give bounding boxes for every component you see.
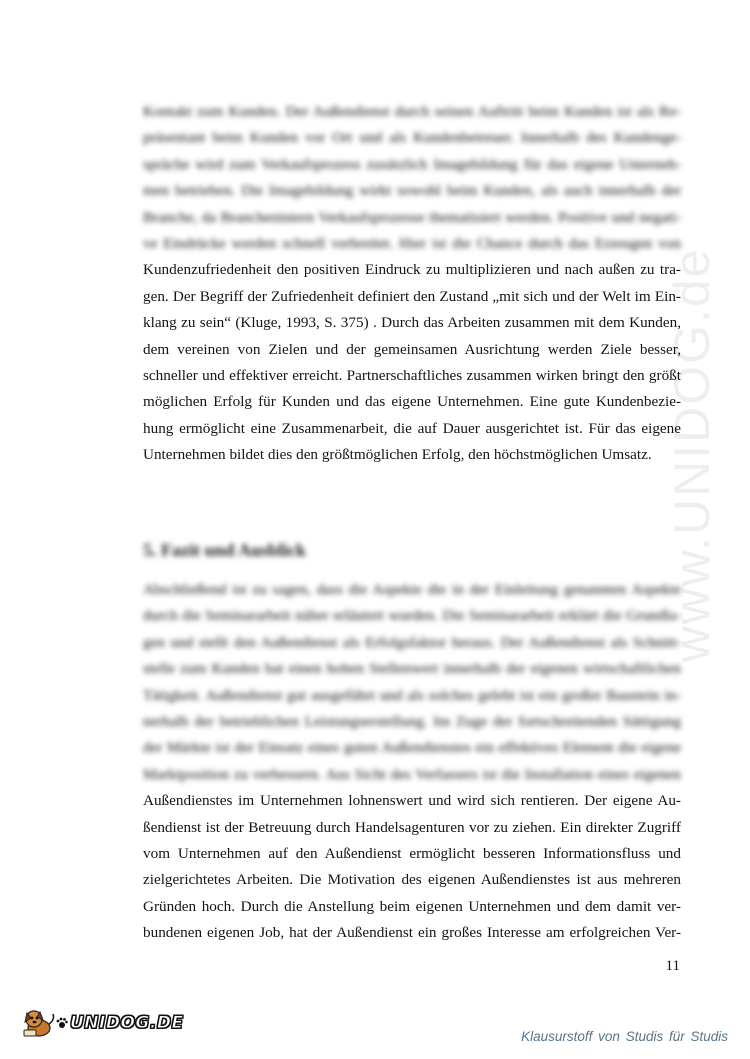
dog-mascot-icon (22, 1008, 56, 1038)
paw-icon (56, 1017, 68, 1029)
text-line: Kundenzufriedenheit den positiven Eindruck zu multiplizieren und nach außen zu tra- (143, 261, 681, 279)
text-line: möglichen Erfolg für Kunden und das eigene Unternehmen. Eine gute Kundenbezie- (143, 393, 681, 411)
text-line: dem vereinen von Zielen und der gemeinsamen Ausrichtung werden Ziele besser, (143, 340, 681, 358)
text-line: präsentant beim Kunden vor Ort und als Kundenbetreuer. Innerhalb des Kundenge- (143, 129, 681, 147)
paragraph-customer-relations (143, 99, 681, 468)
text-line: Marktposition zu verbessern. Aus Sicht des Verfassers ist die Installation eines eigenen (143, 765, 681, 783)
text-line: bundenen eigenen Job, hat der Außendienst ein großes Interesse am erfolgreichen Ver- (143, 924, 681, 942)
text-line: gen. Der Begriff der Zufriedenheit definiert den Zustand „mit sich und der Welt im Ein- (143, 287, 681, 305)
text-line: der Märkte ist der Einsatz eines guten Außendienstes ein effektives Element die eigene (143, 739, 681, 757)
text-line: stelle zum Kunden hat einen hohen Stellenwert innerhalb der eigenen wirtschaftlichen (143, 660, 681, 678)
logo-text: UNIDOG.DE (70, 1013, 184, 1033)
text-line: ve Eindrücke werden schnell verbreitet. Hier ist die Chance durch das Erzeugen von (143, 234, 681, 252)
text-line: spräche wird zum Verkaufsprozess zusätzlich Imagebildung für das eigene Unterneh- (143, 155, 681, 173)
text-line: Gründen hoch. Durch die Anstellung beim eigenen Unternehmen und dem damit ver- (143, 897, 681, 915)
text-line: durch die Seminararbeit näher erläutert wurden. Die Seminararbeit erklärt die Grundla- (143, 607, 681, 625)
paragraph-conclusion (143, 577, 681, 946)
text-line: Tätigkeit. Außendienst gut ausgeführt und als solches gelebt ist ein großer Baustein in- (143, 686, 681, 704)
text-line: nerhalb der betrieblichen Leistungserstellung. Im Zuge der fortschreitenden Sättigung (143, 712, 681, 730)
unidog-logo[interactable] (22, 1008, 184, 1038)
text-line: gen und stellt den Außendienst als Erfolgsfaktor heraus. Der Außendienst als Schnitt- (143, 633, 681, 651)
footer-tagline: Klausurstoff von Studis für Studis (521, 1029, 728, 1044)
text-line: ßendienst ist der Betreuung durch Handelsagenturen vor zu ziehen. Ein direkter Zugriff (143, 818, 681, 836)
page-number: 11 (665, 958, 680, 974)
text-line: Abschließend ist zu sagen, dass die Aspekte die in der Einleitung genannten Aspekte (143, 581, 681, 598)
watermark-text: www.UNIDOG.de (664, 247, 720, 663)
text-line: men betrieben. Die Imagebildung wirkt sowohl beim Kunden, als auch innerhalb der (143, 182, 681, 200)
text-line: Kontakt zum Kunden. Der Außendienst durch seinen Auftritt beim Kunden ist als Re- (143, 103, 681, 120)
text-line: schneller und effektiver erreicht. Partnerschaftliches zusammen wirken bringt den größt (143, 366, 681, 384)
text-line: hung ermöglicht eine Zusammenarbeit, die auf Dauer ausgerichtet ist. Für das eigene (143, 419, 681, 437)
text-line: Unternehmen bildet dies den größtmöglichen Erfolg, den höchstmöglichen Umsatz. (143, 446, 652, 464)
text-line: klang zu sein“ (Kluge, 1993, S. 375) . Durch das Arbeiten zusammen mit dem Kunden, (143, 314, 681, 332)
text-line: zielgerichtetes Arbeiten. Die Motivation des eigenen Außendienstes ist aus mehreren (143, 871, 681, 889)
section-heading: 5. Fazit und Ausblick (143, 540, 307, 560)
text-line: vom Unternehmen auf den Außendienst ermöglicht besseren Informationsfluss und (143, 844, 681, 862)
text-line: Branche, da Branchenintern Verkaufsprozesse thematisiert werden. Positive und negati- (143, 208, 681, 226)
text-line: Außendienstes im Unternehmen lohnenswert und wird sich rentieren. Der eigene Au- (143, 792, 681, 810)
